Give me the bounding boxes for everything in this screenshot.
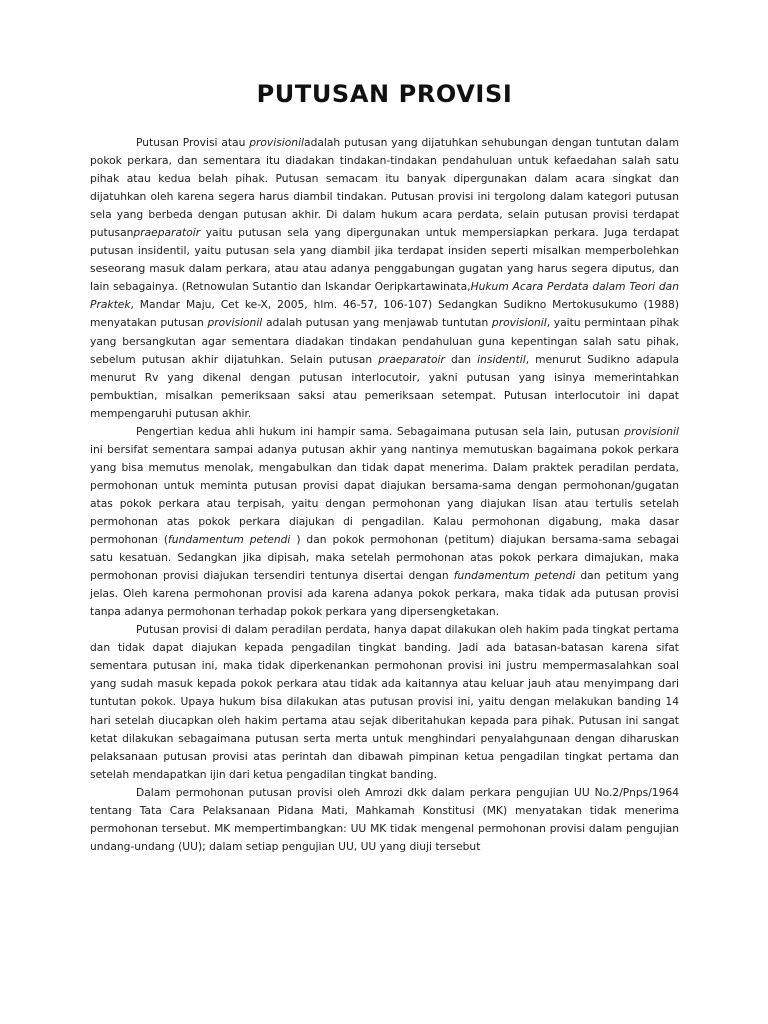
italic-term: Hukum Acara Perdata dalam Teori dan Praktek <box>90 280 679 312</box>
paragraph-2 <box>90 423 679 622</box>
italic-term: fundamentum petendi <box>168 533 291 547</box>
italic-term: provisionil <box>249 136 305 149</box>
italic-term: provisionil <box>491 316 547 330</box>
italic-term: provisionil <box>207 316 263 330</box>
text-run: Putusan provisi di dalam peradilan perdata, hanya dapat dilakukan oleh hakim pada tingkat pertama dan tidak dapat diajukan kepada pengadilan tingkat banding. Jadi ada batasan-batasan karena sifat sementara putusan ini, maka tidak diperkenankan permohonan provisi ini justru mempermasalahkan soal yang sudah masuk kepada pokok perkara atau tidak ada kaitannya atau keluar jauh atau menyimpang dari tuntutan pokok. Upaya hukum bisa dilakukan atas putusan provisi ini, yaitu dengan melakukan banding 14 hari setelah diucapkan oleh hakim pertama atau sejak diberitahukan kepada para pihak. Putusan ini sangat ketat dilakukan sebagaimana putusan serta merta untuk menghindari penyalahgunaan dengan diharuskan pelaksanaan putusan provisi atas perintah dan dibawah pimpinan ketua pengadilan tingkat pertama dan setelah mendapatkan ijin dari ketua pengadilan tingkat banding. <box>90 623 679 781</box>
document-title: PUTUSAN PROVISI <box>256 80 513 108</box>
text-run: , yaitu permintaan pihak yang bersangkutan agar sementara diadakan tindakan pendahuluan guna kepentingan salah satu pihak, sebelum putusan akhir dijatuhkan. Selain putusan <box>90 316 679 366</box>
italic-term: fundamentum petendi <box>453 569 576 583</box>
text-run: dan <box>444 352 478 366</box>
text-run: adalah putusan yang menjawab tuntutan <box>262 316 492 330</box>
text-run: Putusan Provisi atau <box>136 136 250 149</box>
italic-term: praeparatoir <box>133 226 201 240</box>
paragraph-3 <box>90 621 679 783</box>
text-run: yaitu putusan sela yang dipergunakan untuk mempersiapkan perkara. Juga terdapat putusan insidentil, yaitu putusan sela yang diambil jika terdapat insiden seperti misalkan memperbolehkan seseorang masuk dalam perkara, atau atau adanya penggabungan gugatan yang harus segera diputus, dan lain sebagainya. (Retnowulan Sutantio dan Iskandar Oeripkartawinata, <box>90 226 679 294</box>
text-run: ) dan pokok permohonan (petitum) diajukan bersama-sama sebagai satu kesatuan. Sedangkan jika dipisah, maka setelah permohonan atas pokok perkara dimajukan, maka permohonan provisi diajukan tersendiri tentunya disertai dengan <box>90 533 679 583</box>
document-page <box>90 78 679 856</box>
italic-term: praeparatoir <box>378 352 445 366</box>
text-run: dan petitum yang jelas. Oleh karena permohonan provisi ada karena adanya pokok perkara, maka tidak ada putusan provisi tanpa adanya permohonan terhadap pokok perkara yang dipersengketakan. <box>90 569 679 619</box>
italic-term: provisionil <box>624 424 679 438</box>
text-run: ini bersifat sementara sampai adanya putusan akhir yang nantinya memutuskan bagaimana pokok perkara yang bisa memutus menolak, mengabulkan dan tidak dapat menerima. Dalam praktek peradilan perdata, permohonan untuk meminta putusan provisi dapat diajukan bersama-sama dengan permohonan/gugatan atas pokok perkara atau terpisah, yaitu dengan permohonan yang diajukan lisan atau tertulis setelah permohonan atas pokok perkara diajukan di pengadilan. Kalau permohonan digabung, maka dasar permohonan ( <box>90 442 679 547</box>
text-run: , menurut Sudikno adapula menurut Rv yang dikenal dengan putusan interlocutoir, yakni putusan yang isinya memerintahkan pembuktian, misalkan pemeriksaan saksi atau pemeriksaan setempat. Putusan interlocutoir ini dapat mempengaruhi putusan akhir. <box>90 352 680 420</box>
text-run: adalah putusan yang dijatuhkan sehubungan dengan tuntutan dalam pokok perkara, dan sementara itu diadakan tindakan-tindakan pendahuluan untuk kefaedahan salah satu pihak atau kedua belah pihak. Putusan semacam itu banyak dipergunakan dalam acara singkat dan dijatuhkan oleh karena segera harus diambil tindakan. Putusan provisi ini tergolong dalam kategori putusan sela yang berbeda dengan putusan akhir. Di dalam hukum acara perdata, selain putusan provisi terdapat putusan <box>90 136 679 240</box>
italic-term: insidentil <box>477 352 526 366</box>
paragraph-1 <box>90 134 679 423</box>
paragraph-4 <box>90 784 679 856</box>
document-body <box>90 134 679 856</box>
text-run: Pengertian kedua ahli hukum ini hampir sama. Sebagaimana putusan sela lain, putusan <box>136 424 625 438</box>
text-run: Dalam permohonan putusan provisi oleh Amrozi dkk dalam perkara pengujian UU No.2/Pnps/1964 tentang Tata Cara Pelaksanaan Pidana Mati, Mahkamah Konstitusi (MK) menyatakan tidak menerima permohonan tersebut. MK mempertimbangkan: UU MK tidak mengenal permohonan provisi dalam pengujian undang-undang (UU); dalam setiap pengujian UU, UU yang diuji tersebut <box>90 785 679 853</box>
text-run: , Mandar Maju, Cet ke-X, 2005, hlm. 46-57, 106-107) Sedangkan Sudikno Mertokusukumo (1988) menyatakan putusan <box>90 298 679 330</box>
